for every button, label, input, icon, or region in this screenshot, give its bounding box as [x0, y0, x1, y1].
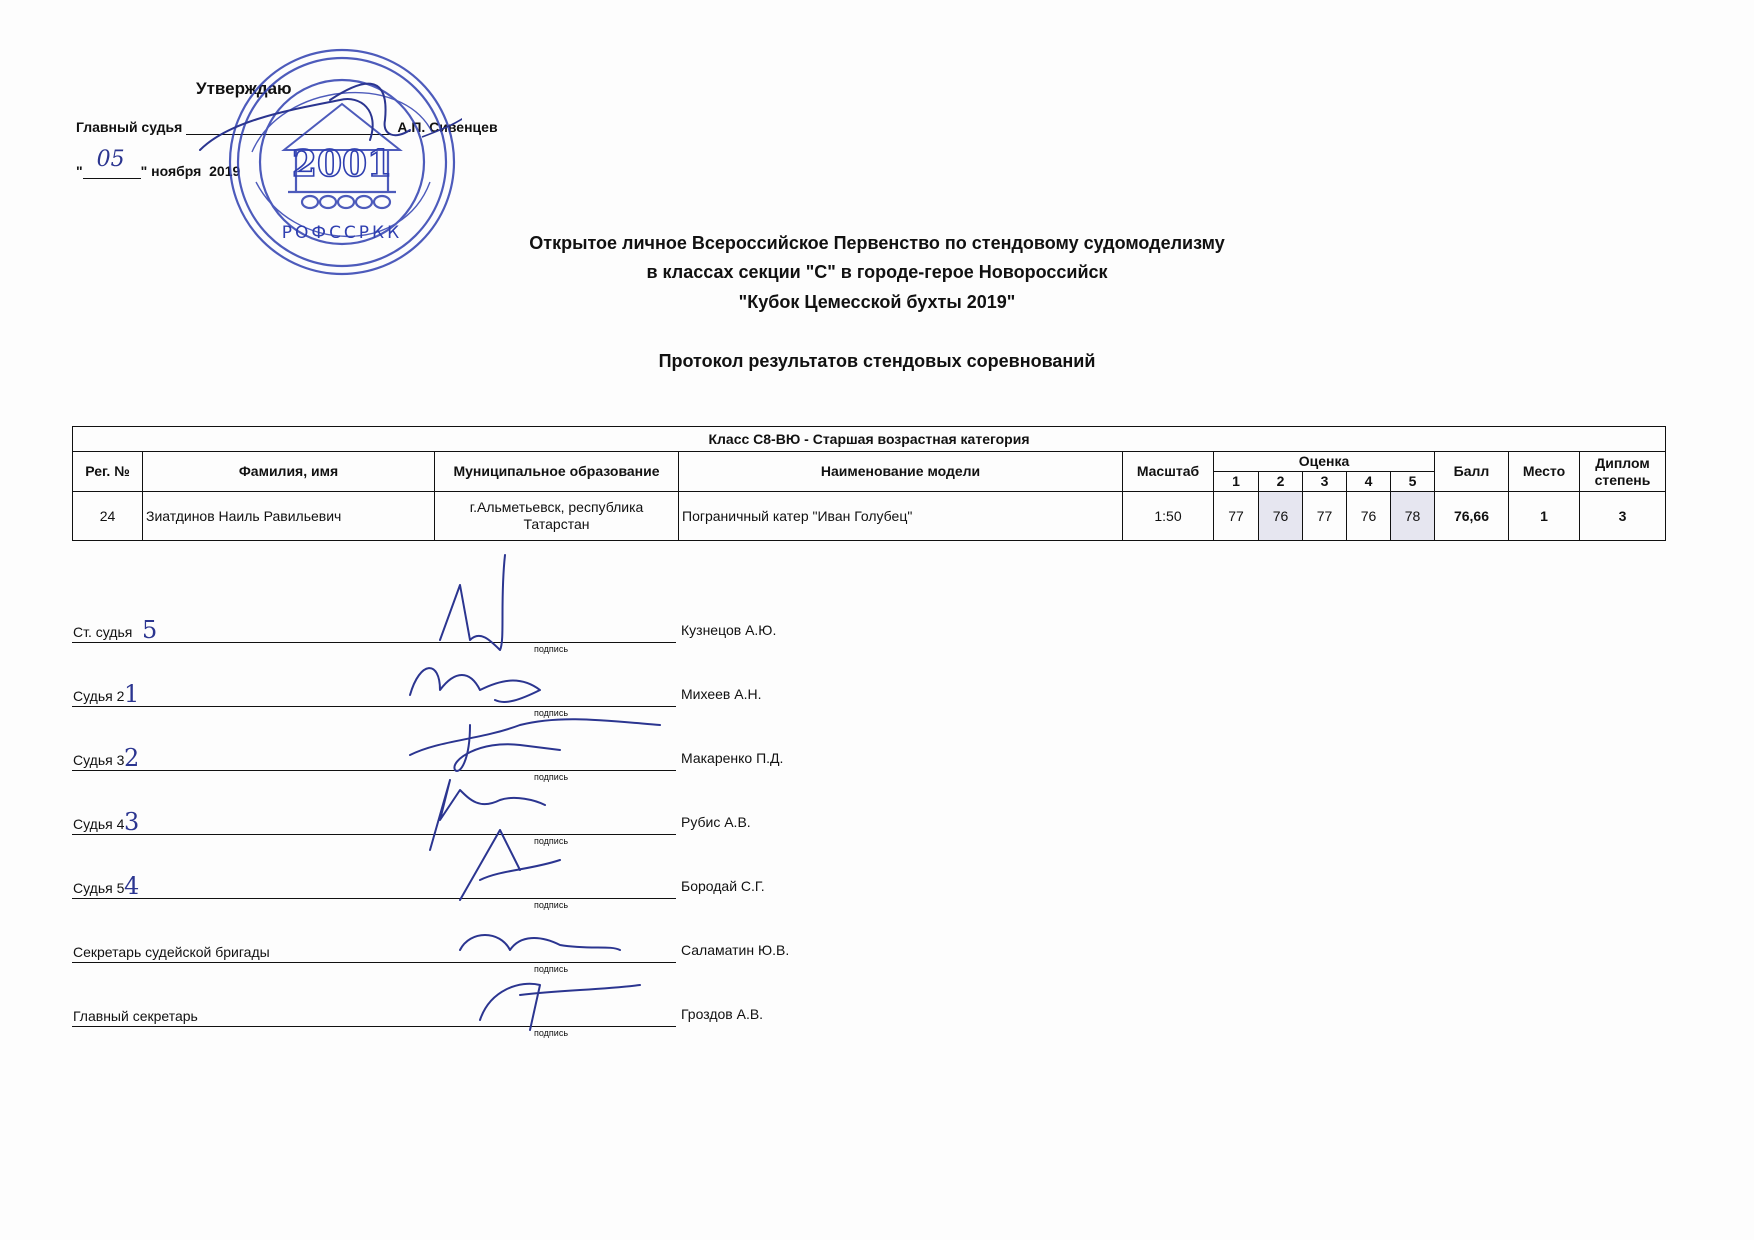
- cell-score: 76: [1347, 492, 1391, 541]
- cell-ball: 76,66: [1435, 492, 1509, 541]
- chief-judge-name: А.П. Сивенцев: [397, 119, 498, 135]
- handwritten-judge-number: 3: [124, 808, 140, 836]
- signature-line-judge-3: [72, 744, 676, 782]
- signature-line-secretary: [72, 940, 676, 974]
- stamp-letters: РОФССРКК: [281, 223, 403, 243]
- score-num-header: 5: [1391, 472, 1435, 492]
- signature-role: Ст. судья: [73, 624, 133, 640]
- cell-place: 1: [1509, 492, 1580, 541]
- event-title-line-2: в классах секции "С" в городе-герое Новороссийск: [646, 262, 1108, 282]
- cell-name: Зиатдинов Наиль Равильевич: [143, 492, 435, 541]
- col-reg-header: Рег. №: [73, 452, 143, 492]
- signature-role: Судья 2: [73, 688, 125, 704]
- col-scores-header: Оценка: [1214, 452, 1435, 472]
- signature-line-chief-secretary: [72, 1004, 676, 1038]
- protocol-title: Протокол результатов стендовых соревнований: [658, 351, 1096, 371]
- cell-municipality: г.Альметьевск, республика Татарстан: [435, 492, 679, 541]
- score-num-header: 1: [1214, 472, 1259, 492]
- signature-hint: подпись: [534, 708, 569, 718]
- signature-hint: подпись: [534, 900, 569, 910]
- signature-line-judge-4: [72, 808, 676, 846]
- signature-hint: подпись: [534, 644, 569, 654]
- col-place-header: Место: [1509, 452, 1580, 492]
- signature-hint: подпись: [534, 1028, 569, 1038]
- handwritten-judge-number: 2: [124, 744, 140, 772]
- cell-model: Пограничный катер "Иван Голубец": [679, 492, 1123, 541]
- date-year: 2019: [209, 163, 241, 179]
- results-table: [72, 426, 1666, 541]
- class-title: Класс С8-ВЮ - Старшая возрастная категория: [73, 427, 1666, 452]
- cell-score: 77: [1214, 492, 1259, 541]
- event-title-line-3: "Кубок Цемесской бухты 2019": [738, 292, 1016, 312]
- col-diploma-header: Диплом степень: [1580, 452, 1666, 492]
- chief-judge-label: Главный судья: [76, 119, 183, 135]
- signature-name: Макаренко П.Д.: [681, 750, 784, 766]
- signature-line-senior-judge: [72, 616, 676, 654]
- date-day-blank: [83, 147, 141, 179]
- col-municipality-header: Муниципальное образование: [435, 452, 679, 492]
- event-title-line-1: Открытое личное Всероссийское Первенство по стендовому судомоделизму: [529, 233, 1225, 253]
- approval-date: [76, 147, 241, 179]
- table-row: [73, 492, 1666, 541]
- cell-score: 78: [1391, 492, 1435, 541]
- signature-role: Судья 4: [73, 816, 125, 832]
- col-scale-header: Масштаб: [1123, 452, 1214, 492]
- date-day-handwritten: 05: [96, 147, 125, 172]
- signature-name: Саламатин Ю.В.: [681, 942, 790, 958]
- col-ball-header: Балл: [1435, 452, 1509, 492]
- signature-role: Секретарь судейской бригады: [73, 944, 270, 960]
- handwritten-judge-number: 4: [124, 872, 140, 900]
- handwritten-judge-number: 5: [142, 616, 158, 644]
- signature-name: Бородай С.Г.: [681, 878, 765, 894]
- signature-line-judge-2: [72, 680, 676, 718]
- score-num-header: 4: [1347, 472, 1391, 492]
- signature-name: Кузнецов А.Ю.: [681, 622, 777, 638]
- signature-name: Рубис А.В.: [681, 814, 751, 830]
- signature-name: Михеев А.Н.: [681, 686, 762, 702]
- signature-hint: подпись: [534, 964, 569, 974]
- score-num-header: 3: [1303, 472, 1347, 492]
- cell-scale: 1:50: [1123, 492, 1214, 541]
- stamp-year: 2001: [291, 143, 393, 185]
- cell-score: 76: [1259, 492, 1303, 541]
- date-open-quote: ": [76, 163, 83, 179]
- signature-hint: подпись: [534, 836, 569, 846]
- cell-diploma: 3: [1580, 492, 1666, 541]
- signature-role: Судья 5: [73, 880, 125, 896]
- signature-name: Гроздов А.В.: [681, 1006, 764, 1022]
- cell-reg: 24: [73, 492, 143, 541]
- col-name-header: Фамилия, имя: [143, 452, 435, 492]
- score-num-header: 2: [1259, 472, 1303, 492]
- date-month: " ноября: [140, 163, 202, 179]
- col-model-header: Наименование модели: [679, 452, 1123, 492]
- approval-title: Утверждаю: [196, 79, 292, 98]
- signature-hint: подпись: [534, 772, 569, 782]
- handwritten-judge-number: 1: [124, 680, 140, 708]
- signature-role: Главный секретарь: [73, 1008, 198, 1024]
- signature-role: Судья 3: [73, 752, 125, 768]
- signature-line-judge-5: [72, 872, 676, 910]
- cell-score: 77: [1303, 492, 1347, 541]
